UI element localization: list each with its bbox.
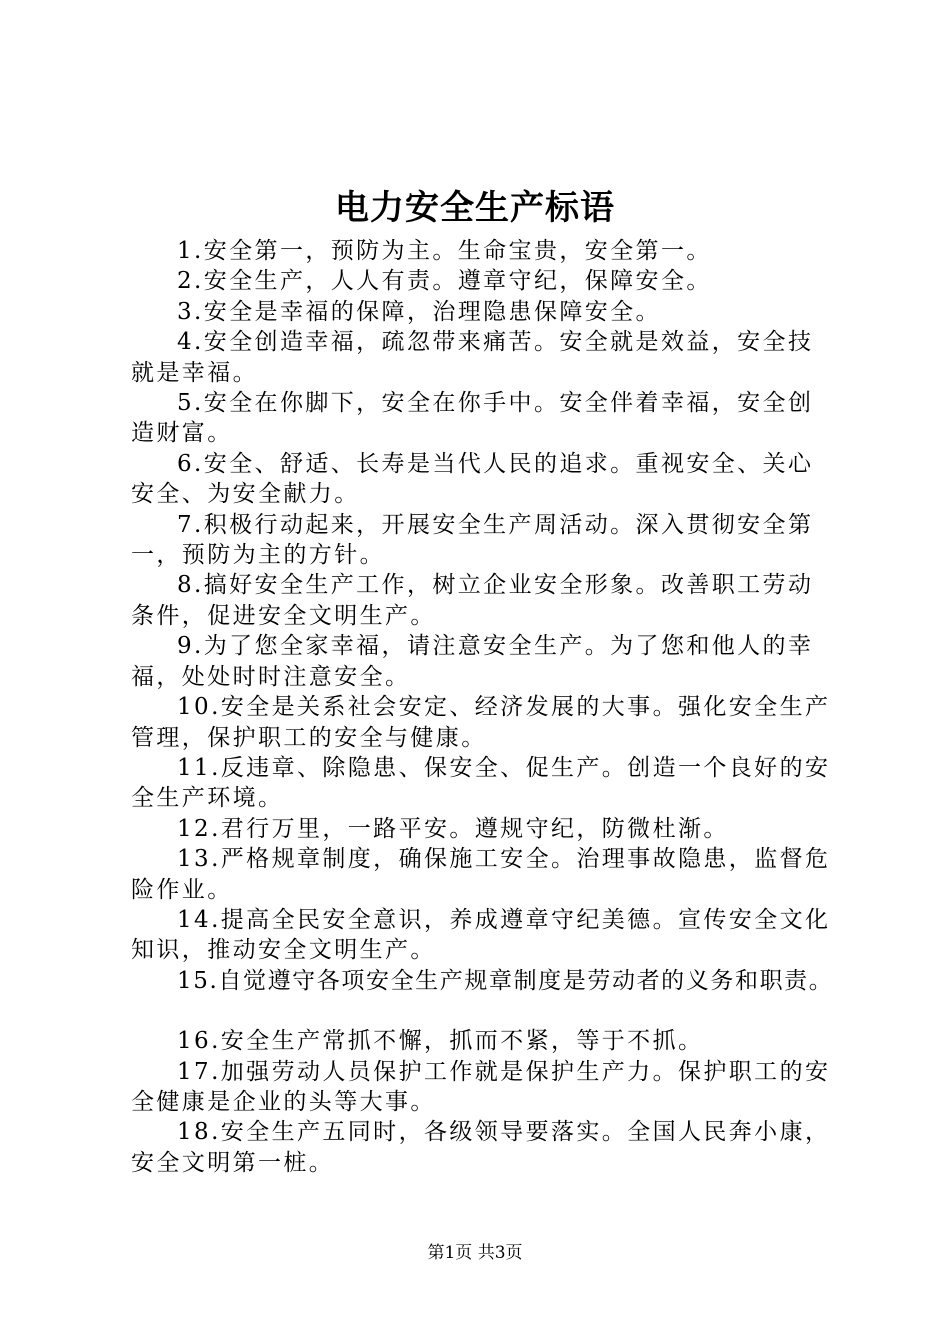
list-item: 15.自觉遵守各项安全生产规章制度是劳动者的义务和职责。: [177, 967, 834, 994]
list-item: 12.君行万里，一路平安。遵规守纪，防微杜渐。: [177, 815, 729, 842]
list-item: 17.加强劳动人员保护工作就是保护生产力。保护职工的安全健康是企业的头等大事。: [131, 1058, 831, 1115]
list-item: 18.安全生产五同时，各级领导要落实。全国人民奔小康，安全文明第一桩。: [131, 1119, 831, 1176]
list-item: 14.提高全民安全意识，养成遵章守纪美德。宣传安全文化知识，推动安全文明生产。: [131, 906, 831, 964]
slogan-list: [131, 236, 837, 1178]
list-item: 10.安全是关系社会安定、经济发展的大事。强化安全生产管理，保护职工的安全与健康。: [131, 694, 831, 751]
list-item: 8.搞好安全生产工作，树立企业安全形象。改善职工劳动条件，促进安全文明生产。: [131, 572, 814, 629]
list-item: 1.安全第一，预防为主。生命宝贵，安全第一。: [177, 238, 712, 264]
list-item: 3.安全是幸福的保障，治理隐患保障安全。: [177, 298, 661, 325]
page-title: 电力安全生产标语: [335, 188, 615, 228]
page-number-footer: 第1页 共3页: [427, 1243, 523, 1263]
list-item: 6.安全、舒适、长寿是当代人民的追求。重视安全、关心安全、为安全献力。: [131, 450, 814, 508]
list-item: 16.安全生产常抓不懈，抓而不紧，等于不抓。: [177, 1028, 704, 1055]
list-item: 11.反违章、除隐患、保安全、促生产。创造一个良好的安全生产环境。: [131, 754, 831, 812]
list-item: 2.安全生产，人人有责。遵章守纪，保障安全。: [177, 268, 712, 295]
list-item: 13.严格规章制度，确保施工安全。治理事故隐患，监督危险作业。: [131, 846, 831, 903]
list-item: 7.积极行动起来，开展安全生产周活动。深入贯彻安全第一，预防为主的方针。: [131, 511, 814, 569]
list-item: 5.安全在你脚下，安全在你手中。安全伴着幸福，安全创造财富。: [131, 390, 814, 447]
blank-line: [131, 996, 837, 1026]
list-item: 9.为了您全家幸福，请注意安全生产。为了您和他人的幸福，处处时时注意安全。: [131, 633, 814, 690]
list-item: 4.安全创造幸福，疏忽带来痛苦。安全就是效益，安全技就是幸福。: [131, 329, 814, 386]
